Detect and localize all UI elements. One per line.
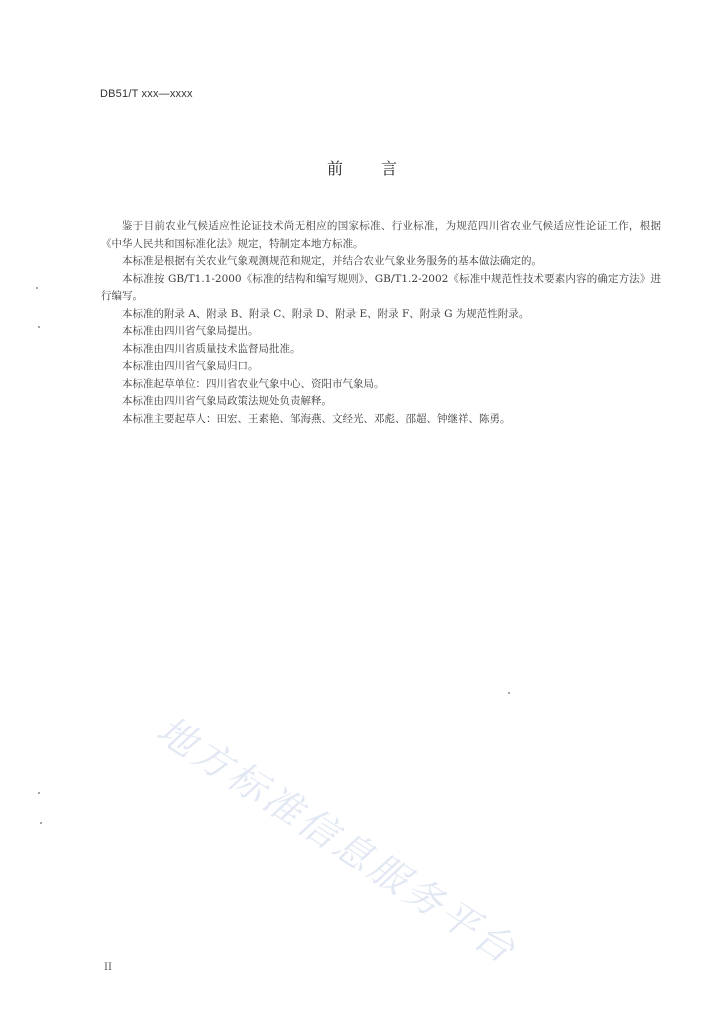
scan-speck [40,822,42,824]
scan-speck [508,692,510,694]
paragraph: 本标准按 GB/T1.1-2000《标准的结构和编写规则》、GB/T1.2-2002《标准中规范性技术要素内容的确定方法》进行编写。 [101,272,661,302]
paragraph: 本标准由四川省气象局政策法规处负责解释。 [122,395,332,407]
foreword-body [101,218,661,428]
watermark: 地方标准信息服务平台 [149,707,526,974]
scan-speck [38,792,40,794]
paragraph: 本标准由四川省气象局提出。 [122,325,259,337]
scan-speck [38,326,40,328]
paragraph: 本标准起草单位：四川省农业气象中心、资阳市气象局。 [122,377,385,390]
paragraph: 鉴于目前农业气候适应性论证技术尚无相应的国家标准、行业标准，为规范四川省农业气候适应性论证工作，根据《中华人民共和国标准化法》规定，特制定本地方标准。 [101,220,661,250]
standard-code: DB51/T xxx—xxxx [100,88,193,100]
scan-speck [36,287,38,289]
paragraph: 本标准是根据有关农业气象观测规范和规定，并结合农业气象业务服务的基本做法确定的。 [122,255,542,267]
paragraph: 本标准由四川省质量技术监督局批准。 [122,342,301,355]
page-number: II [104,962,112,973]
paragraph: 本标准由四川省气象局归口。 [122,360,259,372]
page-title: 前言 [326,159,435,178]
paragraph: 本标准主要起草人：田宏、王素艳、邹海燕、文经光、邓彪、邵超、钟继祥、陈勇。 [122,412,511,425]
paragraph: 本标准的附录 A、附录 B、附录 C、附录 D、附录 E、附录 F、附录 G 为规范性附录。 [122,307,530,320]
